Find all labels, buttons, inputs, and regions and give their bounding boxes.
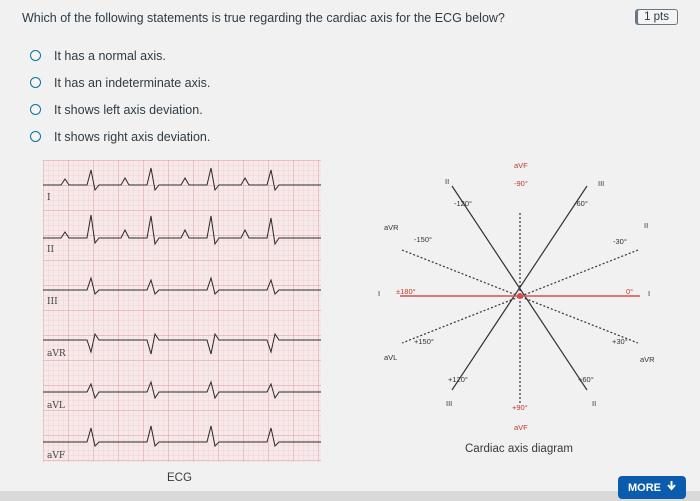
- svg-text:II: II: [445, 177, 450, 186]
- svg-text:+120°: +120°: [448, 375, 468, 384]
- more-button[interactable]: [618, 476, 686, 499]
- svg-text:+90°: +90°: [512, 403, 528, 412]
- ecg-lead-label: III: [47, 297, 58, 307]
- answer-option[interactable]: [30, 96, 210, 123]
- radio-button-icon[interactable]: [30, 77, 41, 88]
- svg-text:aVR: aVR: [640, 355, 655, 364]
- radio-button-icon[interactable]: [30, 131, 41, 142]
- answer-option[interactable]: [30, 42, 210, 69]
- svg-text:-90°: -90°: [514, 179, 528, 188]
- ecg-lead-label: aVR: [47, 349, 66, 359]
- answer-option[interactable]: [30, 123, 210, 150]
- svg-text:II: II: [644, 221, 649, 230]
- answer-label: It shows right axis deviation.: [54, 129, 211, 144]
- ecg-lead-label: aVL: [47, 401, 65, 411]
- svg-text:aVF: aVF: [514, 161, 528, 170]
- svg-text:I: I: [648, 289, 651, 298]
- svg-text:III: III: [446, 399, 453, 408]
- svg-text:+150°: +150°: [414, 337, 434, 346]
- answer-label: It has a normal axis.: [54, 48, 166, 63]
- question-figure: [32, 158, 672, 498]
- arrow-down-icon: [667, 481, 676, 494]
- svg-text:+30°: +30°: [612, 337, 628, 346]
- svg-text:±180°: ±180°: [396, 287, 416, 296]
- ecg-caption: ECG: [167, 472, 192, 484]
- svg-text:-30°: -30°: [613, 237, 627, 246]
- radio-button-icon[interactable]: [30, 104, 41, 115]
- ecg-strip-image: [43, 160, 321, 462]
- answer-list: [30, 42, 210, 150]
- answer-label: It shows left axis deviation.: [54, 102, 203, 117]
- svg-text:-150°: -150°: [414, 235, 433, 244]
- svg-text:aVF: aVF: [514, 423, 528, 432]
- svg-text:I: I: [378, 289, 381, 298]
- answer-label: It has an indeterminate axis.: [54, 75, 211, 90]
- diagram-caption: Cardiac axis diagram: [465, 443, 574, 455]
- cardiac-axis-diagram: [342, 158, 662, 448]
- more-label: MORE: [628, 481, 661, 494]
- ecg-lead-label: II: [47, 245, 55, 255]
- answer-option[interactable]: [30, 69, 210, 96]
- question-text: Which of the following statements is true regarding the cardiac axis for the ECG below?: [22, 11, 505, 25]
- radio-button-icon[interactable]: [30, 50, 41, 61]
- footer-bar: [0, 491, 700, 501]
- svg-text:-120°: -120°: [454, 199, 473, 208]
- svg-text:-60°: -60°: [574, 199, 588, 208]
- svg-text:+60°: +60°: [578, 375, 594, 384]
- svg-text:0°: 0°: [626, 287, 634, 296]
- question-header: [0, 0, 700, 38]
- svg-text:II: II: [592, 399, 597, 408]
- ecg-lead-label: aVF: [47, 451, 66, 461]
- svg-text:aVL: aVL: [384, 353, 398, 362]
- svg-text:III: III: [598, 179, 605, 188]
- svg-text:aVR: aVR: [384, 223, 399, 232]
- points-badge: 1 pts: [635, 9, 678, 25]
- ecg-lead-label: I: [47, 193, 51, 203]
